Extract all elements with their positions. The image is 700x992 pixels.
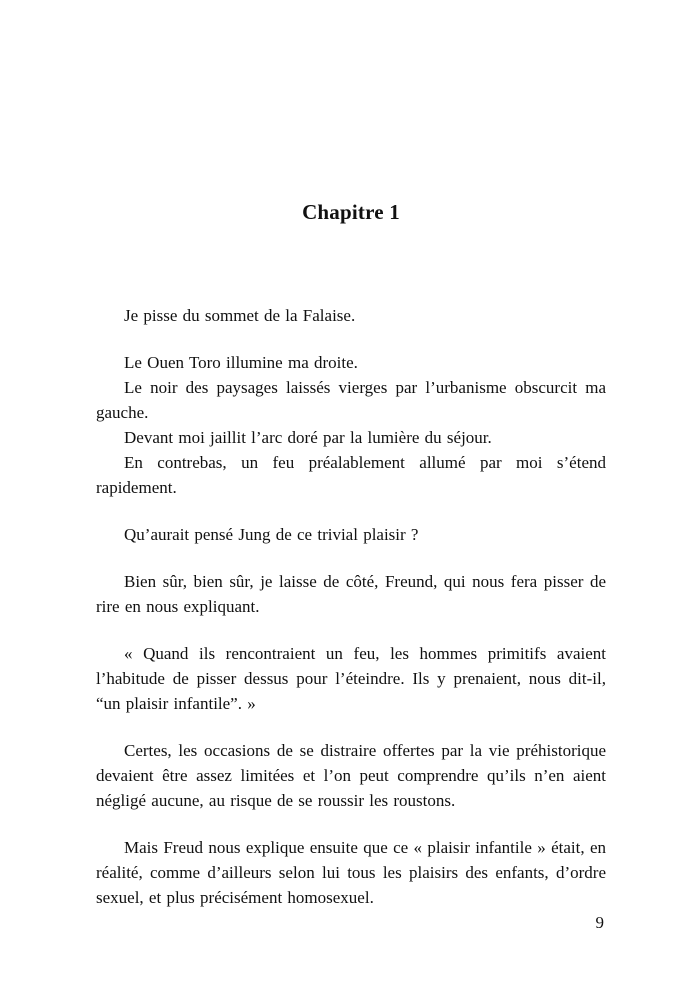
paragraph: En contrebas, un feu préalablement allumé par moi s’étend rapidement. (96, 453, 606, 497)
paragraph: Qu’aurait pensé Jung de ce trivial plaisir ? (124, 525, 419, 544)
paragraph: Le noir des paysages laissés vierges par l’urbanisme obscurcit ma gauche. (96, 378, 606, 422)
paragraph: Je pisse du sommet de la Falaise. (124, 306, 356, 325)
paragraph: Bien sûr, bien sûr, je laisse de côté, Freund, qui nous fera pisser de rire en nous expliquant. (96, 572, 606, 616)
page-body (96, 303, 606, 910)
paragraph: Certes, les occasions de se distraire offertes par la vie préhistorique devaient être assez limitées et l’on peut comprendre qu’ils n’en aient négligé aucune, au risque de se roussir les roustons. (96, 741, 606, 810)
page-number: 9 (595, 913, 604, 932)
paragraph: Devant moi jaillit l’arc doré par la lumière du séjour. (124, 428, 492, 447)
paragraph: Mais Freud nous explique ensuite que ce « plaisir infantile » était, en réalité, comme d’ailleurs selon lui tous les plaisirs des enfants, d’ordre sexuel, et plus précisément homosexuel. (96, 838, 606, 907)
chapter-title: Chapitre 1 (302, 200, 400, 224)
paragraph: « Quand ils rencontraient un feu, les hommes primitifs avaient l’habitude de pisser dessus pour l’éteindre. Ils y prenaient, nous dit-il, “un plaisir infantile”. » (96, 644, 606, 713)
paragraph: Le Ouen Toro illumine ma droite. (124, 353, 358, 372)
